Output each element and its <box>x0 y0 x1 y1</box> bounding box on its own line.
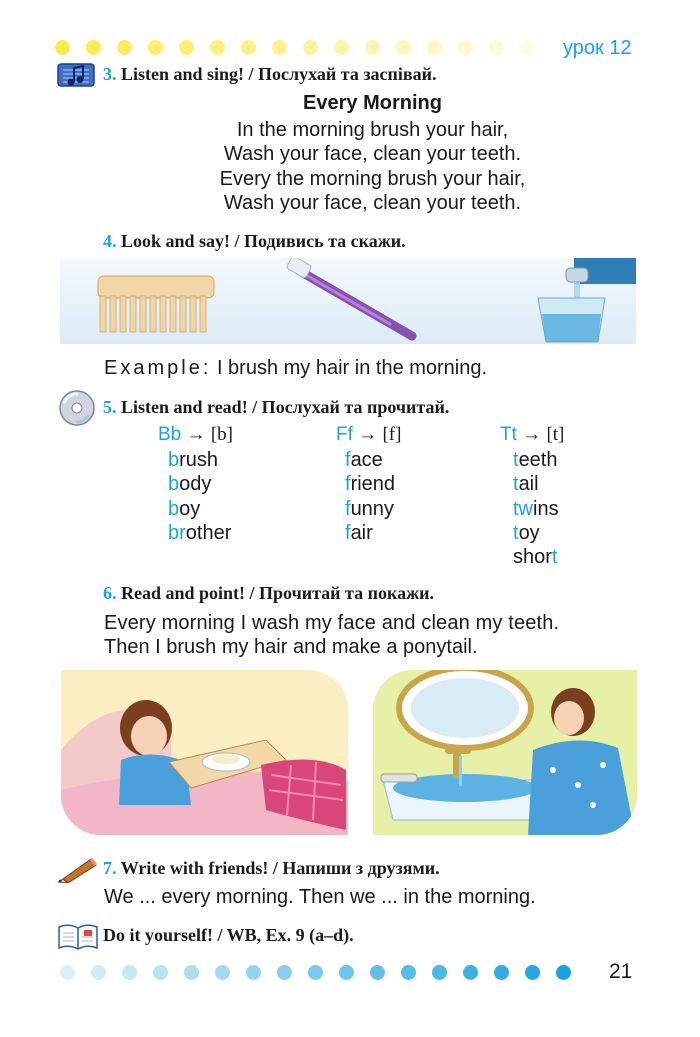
decor-dot <box>215 965 230 980</box>
example-label: Example: <box>104 357 212 379</box>
decor-dot <box>365 40 380 55</box>
ex6-number: 6. <box>103 583 117 603</box>
ex6-line: Every morning I wash my face and clean my teeth. <box>104 612 560 634</box>
decor-dot <box>91 965 106 980</box>
phonics-head-f <box>336 424 401 446</box>
bottom-dots <box>60 965 587 980</box>
decor-dot <box>370 965 385 980</box>
decor-dot <box>556 965 571 980</box>
decor-dot <box>246 965 261 980</box>
ex3-number: 3. <box>103 64 117 84</box>
decor-dot <box>401 965 416 980</box>
music-icon <box>57 61 97 89</box>
arrow: → <box>522 424 542 445</box>
song-line: Wash your face, clean your teeth. <box>223 143 522 166</box>
decor-dot <box>60 965 75 980</box>
ex7-text: We ... every morning. Then we ... in the morning. <box>104 886 536 908</box>
word: friend <box>345 473 396 496</box>
sound: [b] <box>210 424 233 445</box>
song-lines <box>0 118 700 215</box>
girl-breakfast-picture <box>61 670 348 835</box>
arrow: → <box>186 424 206 445</box>
ex7-instruction: Write with friends! / Напиши з друзями. <box>120 858 440 878</box>
word: toy <box>513 521 540 544</box>
ex7-heading <box>103 858 440 879</box>
decor-dot <box>396 40 411 55</box>
tap-water-picture <box>538 258 636 342</box>
song-title: Every Morning <box>303 92 442 114</box>
decor-dot <box>122 965 137 980</box>
ex4-heading <box>103 231 406 252</box>
ex6-line: Then I brush my hair and make a ponytail. <box>104 636 478 658</box>
comb-picture <box>98 276 214 332</box>
word: brother <box>168 521 232 544</box>
word: boy <box>168 497 201 520</box>
word: funny <box>345 497 394 520</box>
page-number: 21 <box>609 960 633 983</box>
ex3-heading <box>103 64 437 85</box>
decor-dot <box>432 965 447 980</box>
decor-dot <box>308 965 323 980</box>
phonics-head-b <box>158 424 233 446</box>
decor-dot <box>241 40 256 55</box>
decor-dot <box>303 40 318 55</box>
word-list-f <box>345 448 395 545</box>
decor-dot <box>494 965 509 980</box>
ex3-instruction: Listen and sing! / Послухай та заспівай. <box>121 64 437 84</box>
phonics-head-t <box>500 424 564 446</box>
decor-dot <box>339 965 354 980</box>
word-list-b <box>168 448 231 545</box>
ex6-instruction: Read and point! / Прочитай та покажи. <box>121 583 434 603</box>
top-dots <box>55 40 551 55</box>
decor-dot <box>55 40 70 55</box>
word: teeth <box>513 449 558 471</box>
decor-dot <box>210 40 225 55</box>
sound: [t] <box>546 424 565 445</box>
decor-dot <box>427 40 442 55</box>
decor-dot <box>463 965 478 980</box>
homework-instruction: Do it yourself! / WB, Ex. 9 (a–d). <box>103 925 354 945</box>
book-icon <box>57 921 99 951</box>
decor-dot <box>148 40 163 55</box>
decor-dot <box>153 965 168 980</box>
song-line: In the morning brush your hair, <box>236 119 509 141</box>
word: fair <box>345 521 373 544</box>
ex5-number: 5. <box>103 397 117 417</box>
pencil-icon <box>57 855 99 883</box>
decor-dot <box>179 40 194 55</box>
song-line: Every the morning brush your hair, <box>219 167 526 190</box>
word: body <box>168 473 212 496</box>
arrow: → <box>358 424 378 445</box>
decor-dot <box>520 40 535 55</box>
girl-washing-picture <box>373 670 637 835</box>
ex4-example <box>104 356 487 380</box>
word: brush <box>168 449 219 471</box>
letters: Bb <box>158 424 182 445</box>
ex5-instruction: Listen and read! / Послухай та прочитай. <box>121 397 450 417</box>
ex4-instruction: Look and say! / Подивись та скажи. <box>121 231 406 251</box>
toothbrush-picture <box>286 258 412 336</box>
ex5-heading <box>103 397 449 418</box>
decor-dot <box>277 965 292 980</box>
letters: Ff <box>336 424 353 445</box>
ex4-number: 4. <box>103 231 117 251</box>
decor-dot <box>334 40 349 55</box>
word: face <box>345 449 383 471</box>
cd-icon <box>58 389 96 427</box>
lesson-label: урок 12 <box>563 37 632 59</box>
decor-dot <box>184 965 199 980</box>
word: twins <box>513 497 559 520</box>
letters: Tt <box>500 424 517 445</box>
word: short <box>513 546 558 569</box>
decor-dot <box>525 965 540 980</box>
ex4-picture-strip <box>60 258 636 344</box>
ex7-number: 7. <box>103 858 117 878</box>
ex6-text <box>104 611 559 659</box>
decor-dot <box>272 40 287 55</box>
word: tail <box>513 473 539 496</box>
decor-dot <box>117 40 132 55</box>
ex6-heading <box>103 583 434 604</box>
example-sentence: I brush my hair in the morning. <box>216 357 488 379</box>
decor-dot <box>489 40 504 55</box>
decor-dot <box>458 40 473 55</box>
word-list-t <box>513 448 559 569</box>
decor-dot <box>86 40 101 55</box>
song-line: Wash your face, clean your teeth. <box>223 191 522 214</box>
sound: [f] <box>382 424 402 445</box>
